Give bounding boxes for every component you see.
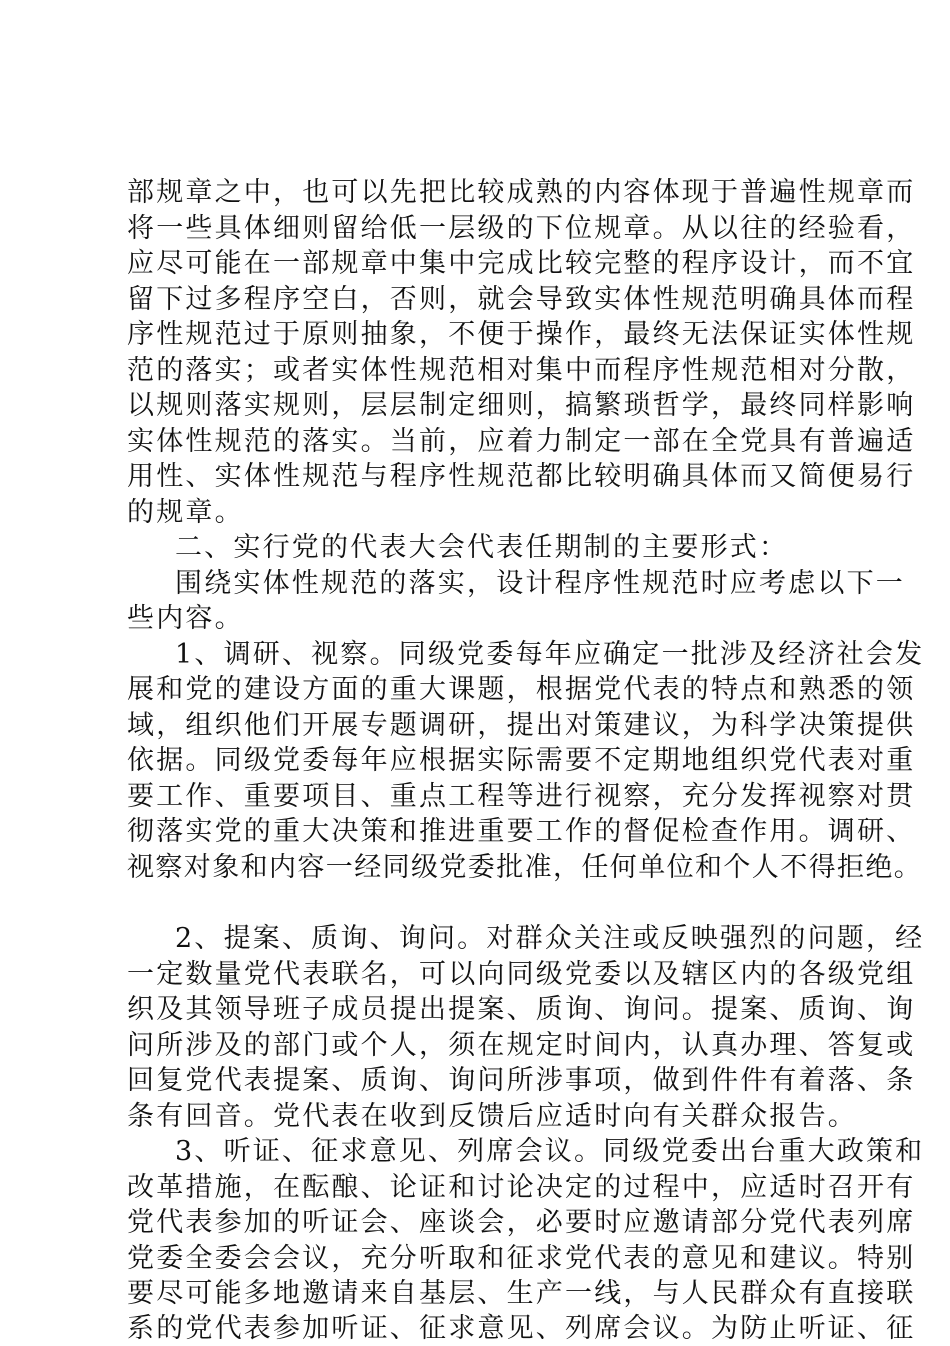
text-line: 实体性规范的落实。当前，应着力制定一部在全党具有普遍适 [127,426,916,457]
text-line: 3、听证、征求意见、列席会议。同级党委出台重大政策和 [175,1136,925,1167]
text-line: 应尽可能在一部规章中集中完成比较完整的程序设计，而不宜 [127,248,916,279]
text-line: 织及其领导班子成员提出提案、质询、询问。提案、质询、询 [127,994,916,1025]
text-line: 些内容。 [127,603,244,634]
text-line: 改革措施，在酝酿、论证和讨论决定的过程中，应适时召开有 [127,1172,916,1203]
text-line: 视察对象和内容一经同级党委批准，任何单位和个人不得拒绝。 [127,852,923,883]
text-line: 的规章。 [127,497,244,528]
text-line: 回复党代表提案、质询、询问所涉事项，做到件件有着落、条 [127,1065,916,1096]
text-line: 一定数量党代表联名，可以向同级党委以及辖区内的各级党组 [127,959,916,990]
text-line: 彻落实党的重大决策和推进重要工作的督促检查作用。调研、 [127,816,916,847]
text-line: 部规章之中，也可以先把比较成熟的内容体现于普遍性规章而 [127,177,916,208]
text-line: 留下过多程序空白，否则，就会导致实体性规范明确具体而程 [127,284,916,315]
text-line: 将一些具体细则留给低一层级的下位规章。从以往的经验看， [127,213,916,244]
text-line: 党委全委会会议，充分听取和征求党代表的意见和建议。特别 [127,1243,916,1274]
text-line: 序性规范过于原则抽象，不便于操作，最终无法保证实体性规 [127,319,916,350]
text-line: 党代表参加的听证会、座谈会，必要时应邀请部分党代表列席 [127,1207,916,1238]
text-line: 1、调研、视察。同级党委每年应确定一批涉及经济社会发 [175,639,925,670]
text-line: 依据。同级党委每年应根据实际需要不定期地组织党代表对重 [127,745,916,776]
section-heading: 二、实行党的代表大会代表任期制的主要形式： [175,532,789,563]
text-line: 条有回音。党代表在收到反馈后应适时向有关群众报告。 [127,1101,857,1132]
text-line: 要工作、重要项目、重点工程等进行视察，充分发挥视察对贯 [127,781,916,812]
text-line: 要尽可能多地邀请来自基层、生产一线，与人民群众有直接联 [127,1278,916,1309]
text-line: 范的落实；或者实体性规范相对集中而程序性规范相对分散， [127,355,916,386]
text-line: 2、提案、质询、询问。对群众关注或反映强烈的问题，经 [175,923,925,954]
text-line: 问所涉及的部门或个人，须在规定时间内，认真办理、答复或 [127,1030,916,1061]
text-line: 展和党的建设方面的重大课题，根据党代表的特点和熟悉的领 [127,674,916,705]
text-line: 用性、实体性规范与程序性规范都比较明确具体而又简便易行 [127,461,916,492]
text-line: 围绕实体性规范的落实，设计程序性规范时应考虑以下一 [175,568,905,599]
text-line: 以规则落实规则，层层制定细则，搞繁琐哲学，最终同样影响 [127,390,916,421]
text-line: 域，组织他们开展专题调研，提出对策建议，为科学决策提供 [127,710,916,741]
text-line: 系的党代表参加听证、征求意见、列席会议。为防止听证、征 [127,1313,916,1344]
